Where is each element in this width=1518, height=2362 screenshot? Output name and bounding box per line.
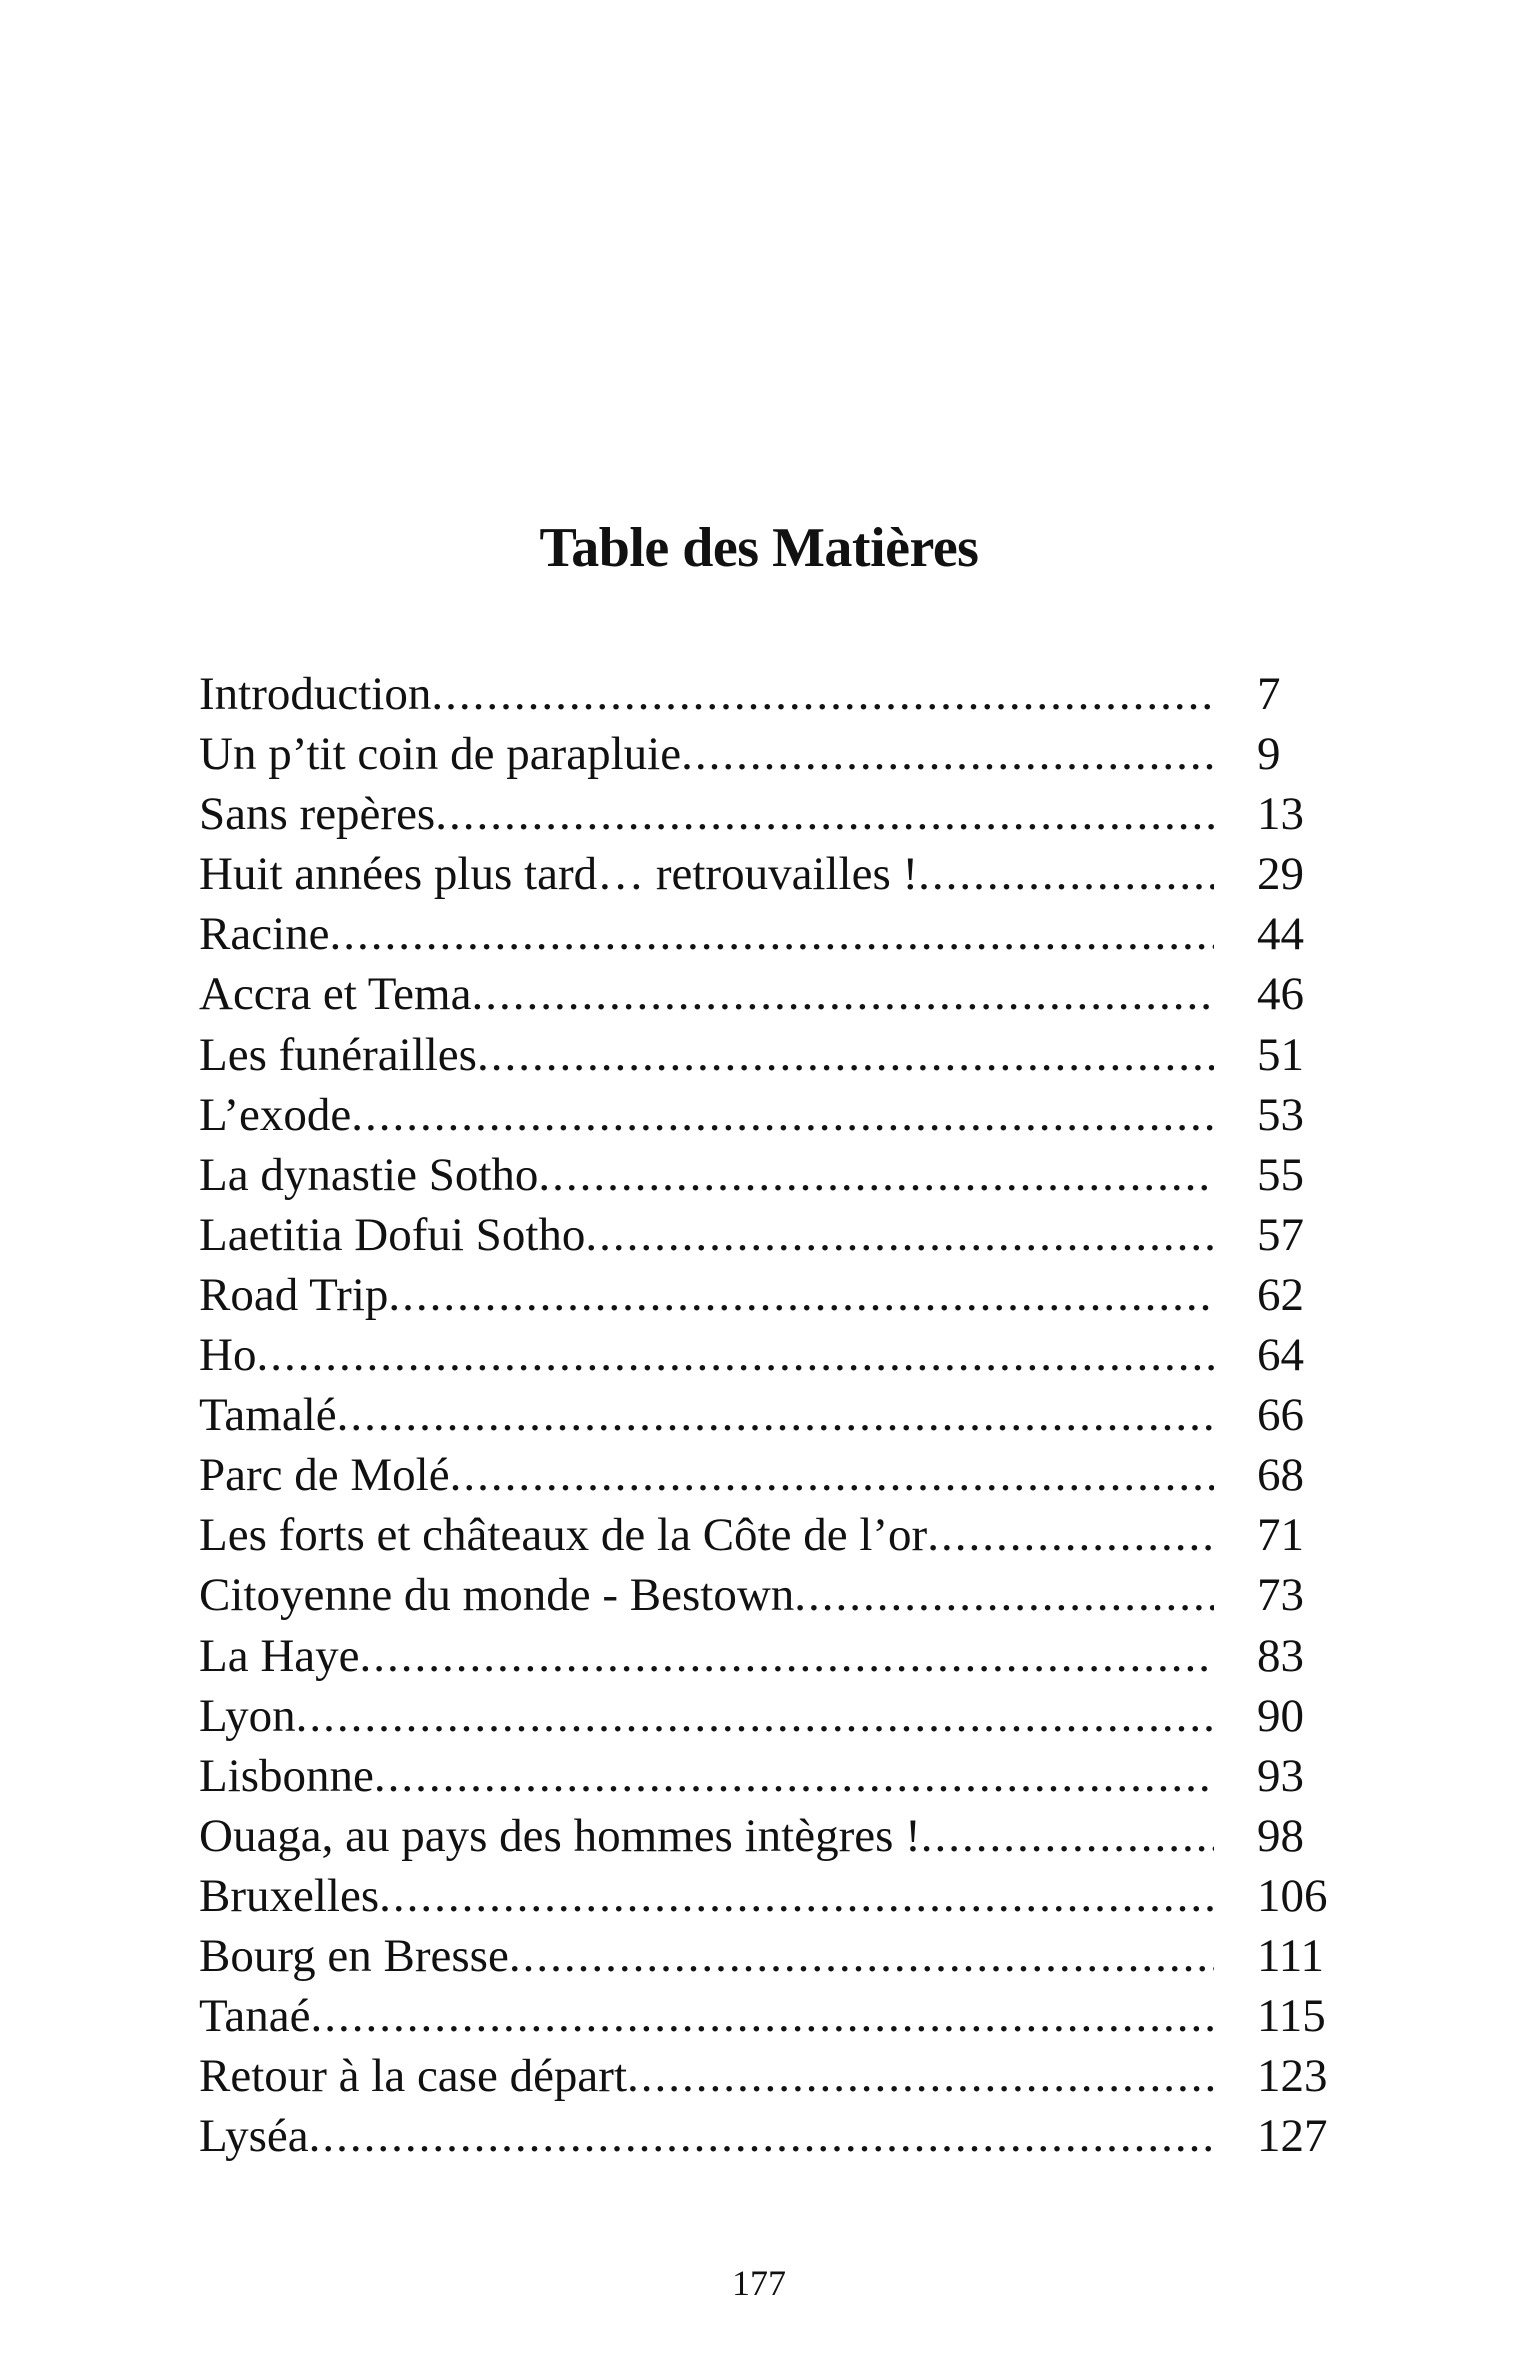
toc-entry-title: Sans repères: [199, 788, 436, 841]
toc-entry-page: 90: [1257, 1689, 1304, 1742]
toc-entry-title: Les funérailles: [199, 1028, 477, 1081]
toc-dot-leader: [351, 1085, 1214, 1145]
toc-entry: [199, 1505, 1349, 1565]
toc-entry: [199, 1626, 1349, 1686]
toc-entry-page: 7: [1257, 668, 1281, 720]
toc-entry-title: Bruxelles: [199, 1869, 380, 1922]
toc-dot-leader: [296, 1686, 1214, 1746]
toc-entry: [199, 1686, 1349, 1746]
toc-dot-leader: [388, 1265, 1214, 1325]
toc-entry: [199, 1205, 1349, 1265]
toc-entry-title: Huit années plus tard… retrouvailles !: [199, 848, 919, 901]
toc-entry: [199, 2106, 1349, 2166]
page-number: 177: [732, 2263, 786, 2303]
toc-entry-title-group: [199, 664, 1214, 724]
toc-dot-leader: [921, 1806, 1214, 1866]
toc-dot-leader: [918, 844, 1214, 904]
toc-entry: [199, 784, 1349, 844]
toc-entry-title: Ho: [199, 1329, 257, 1382]
toc-dot-leader: [359, 1626, 1214, 1686]
toc-entry-title: Les forts et châteaux de la Côte de l’or: [199, 1509, 928, 1562]
toc-entry-title: Road Trip: [199, 1268, 389, 1321]
toc-dot-leader: [435, 784, 1214, 844]
toc-entry-title-group: [199, 1085, 1214, 1145]
toc-entry-title-group: [199, 1265, 1214, 1325]
toc-entry-title: Ouaga, au pays des hommes intègres !: [199, 1809, 921, 1862]
toc-entry-title-group: [199, 784, 1214, 844]
page-title: Table des Matières: [539, 516, 979, 579]
toc-dot-leader: [627, 2046, 1214, 2106]
toc-entry-title: Lyon: [199, 1689, 296, 1742]
toc-entry-title-group: [199, 1025, 1214, 1085]
toc-entry-title-group: [199, 1686, 1214, 1746]
toc-entry: [199, 1565, 1349, 1625]
toc-dot-leader: [450, 1445, 1214, 1505]
toc-entry-title: Citoyenne du monde - Bestown: [199, 1569, 795, 1622]
toc-entry: [199, 1926, 1349, 1986]
toc-dot-leader: [471, 964, 1214, 1024]
toc-dot-leader: [330, 904, 1215, 964]
toc-entry: [199, 2046, 1349, 2106]
toc-entry-page: 57: [1257, 1208, 1304, 1261]
toc-entry-page: 66: [1257, 1389, 1304, 1442]
toc-entry-title-group: [199, 964, 1214, 1024]
toc-entry-title: Laetitia Dofui Sotho: [199, 1208, 586, 1261]
toc-entry-page: 83: [1257, 1629, 1304, 1682]
toc-entry-page: 9: [1257, 728, 1281, 781]
toc-entry: [199, 1085, 1349, 1145]
toc-entry: [199, 1746, 1349, 1806]
toc-entry-title-group: [199, 1746, 1214, 1806]
toc-dot-leader: [509, 1926, 1214, 1986]
toc-entry-title-group: [199, 1145, 1214, 1205]
toc-entry-title-group: [199, 1866, 1214, 1926]
toc-entry-page: 93: [1257, 1749, 1304, 1802]
toc-entry: [199, 1385, 1349, 1445]
toc-dot-leader: [309, 2106, 1214, 2166]
toc-entry-title: Racine: [199, 908, 330, 961]
toc-entry-title-group: [199, 1926, 1214, 1986]
toc-entry-page: 115: [1257, 1990, 1326, 2043]
toc-entry-page: 44: [1257, 908, 1304, 961]
toc-entry-title: Retour à la case départ: [199, 2050, 628, 2103]
toc-entry-title-group: [199, 844, 1214, 904]
toc-entry: [199, 1986, 1349, 2046]
toc-entry-page: 73: [1257, 1569, 1304, 1622]
toc-entry-title-group: [199, 724, 1214, 784]
toc-dot-leader: [538, 1145, 1214, 1205]
toc-entry-title-group: [199, 2106, 1214, 2166]
toc-entry: [199, 1866, 1349, 1926]
toc-entry-page: 53: [1257, 1088, 1304, 1141]
toc-entry-page: 98: [1257, 1809, 1304, 1862]
toc-entry: [199, 1806, 1349, 1866]
toc-entry-title: Lisbonne: [199, 1749, 374, 1802]
toc-entry: [199, 1325, 1349, 1385]
toc-dot-leader: [256, 1325, 1214, 1385]
toc-entry-page: 123: [1257, 2050, 1328, 2103]
toc-entry-title-group: [199, 1565, 1214, 1625]
toc-entry-title-group: [199, 1986, 1214, 2046]
toc-entry-title-group: [199, 904, 1214, 964]
toc-entry-page: 46: [1257, 968, 1304, 1021]
toc-entry-title: Accra et Tema: [199, 968, 472, 1021]
toc-entry-title-group: [199, 1505, 1214, 1565]
toc-entry-page: 64: [1257, 1329, 1304, 1382]
toc-entry-page: 29: [1257, 848, 1304, 901]
toc-entry-title: La dynastie Sotho: [199, 1148, 539, 1201]
toc-entry: [199, 1445, 1349, 1505]
toc-entry-title: Introduction: [199, 668, 432, 720]
toc-entry-title: Tamalé: [199, 1389, 337, 1442]
toc-entry: [199, 964, 1349, 1024]
toc-entry-title: Un p’tit coin de parapluie: [199, 728, 682, 781]
toc-entry-title: Bourg en Bresse: [199, 1929, 509, 1982]
toc-entry: [199, 844, 1349, 904]
toc-entry-title-group: [199, 1806, 1214, 1866]
toc-entry-title: Tanaé: [199, 1990, 311, 2043]
toc-entry: [199, 1265, 1349, 1325]
toc-entry: [199, 664, 1349, 724]
toc-entry-title-group: [199, 2046, 1214, 2106]
toc-entry-title: La Haye: [199, 1629, 360, 1682]
toc-entry-title-group: [199, 1205, 1214, 1265]
toc-dot-leader: [431, 664, 1214, 724]
toc-dot-leader: [374, 1746, 1214, 1806]
toc-entry-page: 55: [1257, 1148, 1304, 1201]
table-of-contents: [199, 664, 1349, 2166]
toc-dot-leader: [927, 1505, 1214, 1565]
toc-dot-leader: [477, 1025, 1214, 1085]
toc-entry-page: 71: [1257, 1509, 1304, 1562]
toc-entry-title-group: [199, 1325, 1214, 1385]
toc-entry-title: Lyséa: [199, 2110, 309, 2163]
toc-entry-title-group: [199, 1445, 1214, 1505]
toc-entry-page: 111: [1257, 1929, 1325, 1982]
toc-dot-leader: [311, 1986, 1214, 2046]
toc-entry-page: 62: [1257, 1268, 1304, 1321]
toc-entry-page: 68: [1257, 1449, 1304, 1502]
toc-dot-leader: [681, 724, 1214, 784]
toc-entry: [199, 904, 1349, 964]
toc-entry: [199, 1025, 1349, 1085]
toc-entry-page: 51: [1257, 1028, 1304, 1081]
toc-entry: [199, 1145, 1349, 1205]
toc-entry-page: 127: [1257, 2110, 1328, 2163]
toc-dot-leader: [379, 1866, 1214, 1926]
toc-dot-leader: [794, 1565, 1214, 1625]
toc-entry-title: L’exode: [199, 1088, 352, 1141]
toc-entry: [199, 724, 1349, 784]
toc-dot-leader: [585, 1205, 1214, 1265]
toc-dot-leader: [337, 1385, 1214, 1445]
toc-entry-title-group: [199, 1626, 1214, 1686]
toc-entry-title: Parc de Molé: [199, 1449, 450, 1502]
toc-entry-page: 13: [1257, 788, 1304, 841]
toc-entry-title-group: [199, 1385, 1214, 1445]
toc-entry-page: 106: [1257, 1869, 1328, 1922]
